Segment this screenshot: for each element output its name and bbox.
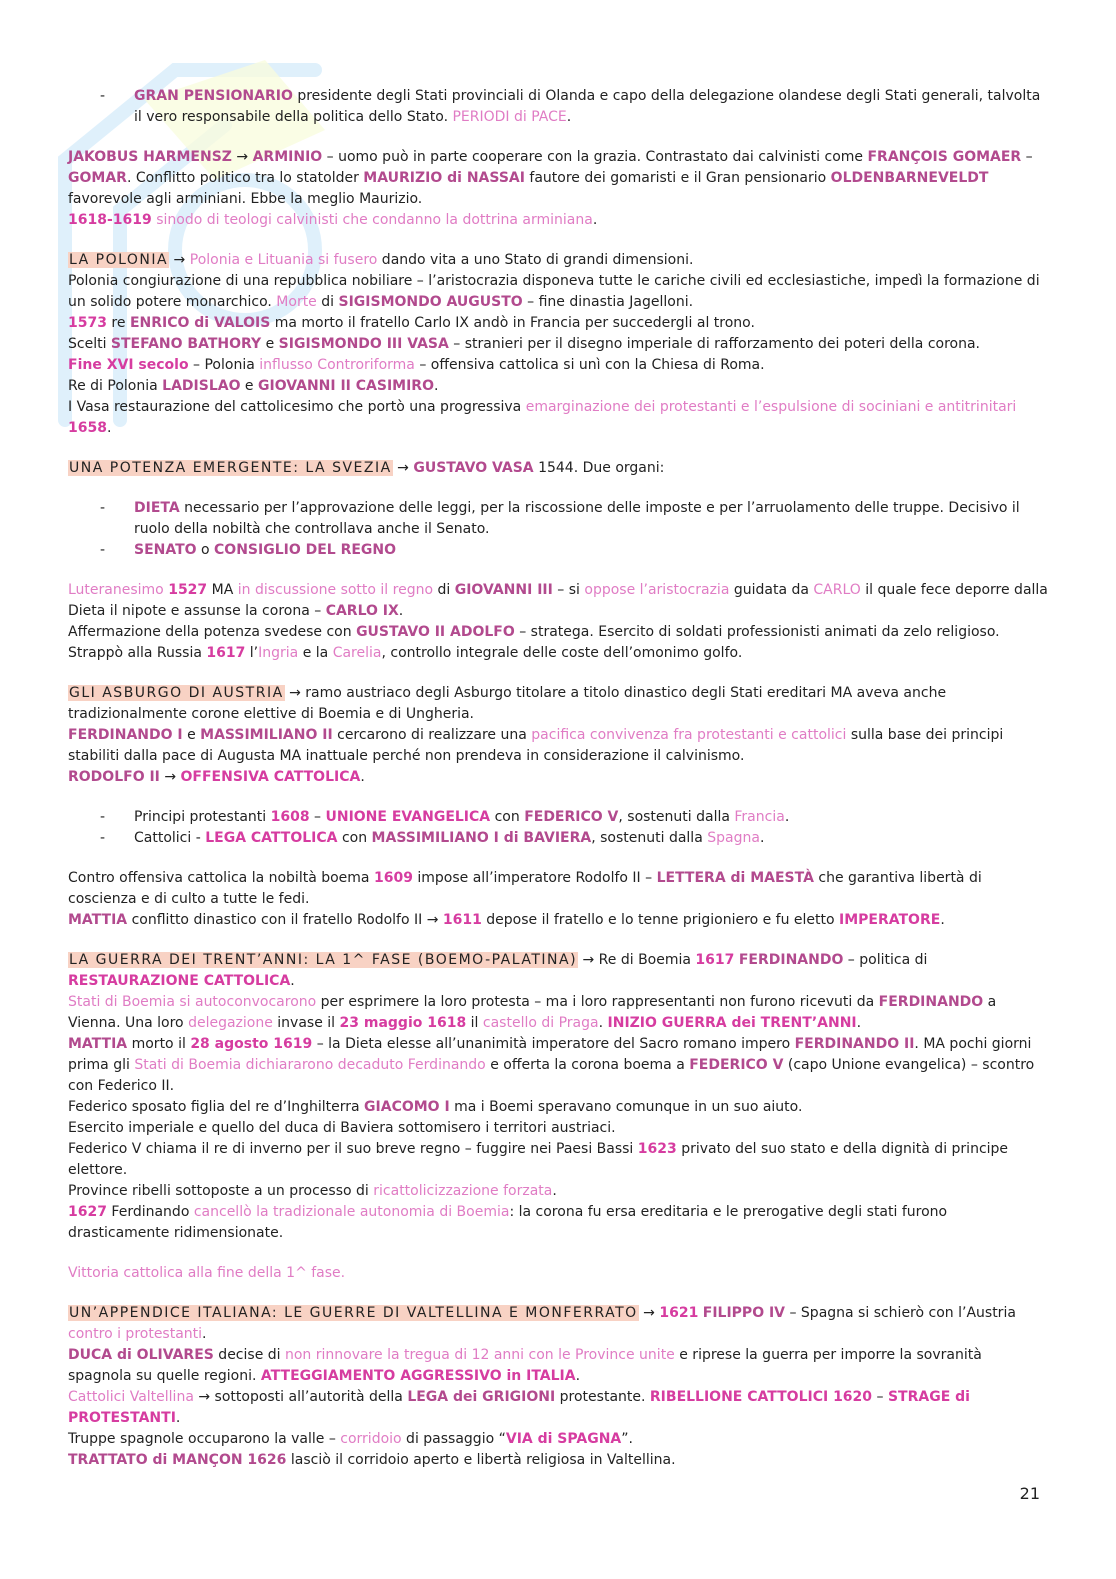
highlight-span: IMPERATORE — [839, 912, 941, 928]
paragraph-gap — [68, 788, 1048, 807]
paragraph-gap — [68, 664, 1048, 683]
text-span: – Polonia — [188, 357, 260, 373]
paragraph — [68, 580, 1048, 622]
text-span: Federico V chiama il re di inverno per il suo breve regno – fuggire nei Paesi Bassi — [68, 1141, 638, 1157]
list-item — [68, 828, 1048, 849]
highlight-span: GIOVANNI III — [454, 582, 553, 598]
text-span: di passaggio “ — [401, 1431, 506, 1447]
highlight-span: ATTEGGIAMENTO AGGRESSIVO in ITALIA — [260, 1368, 576, 1384]
paragraph — [68, 643, 1048, 664]
highlight-span: MATTIA — [68, 912, 128, 928]
text-span: cercarono di realizzare una — [332, 727, 532, 743]
text-span: dando vita a uno Stato di grandi dimensioni. — [377, 252, 694, 268]
text-span: – — [872, 1389, 888, 1405]
text-span: : la corona fu ersa ereditaria e le prerogative degli stati furono drasticamente ridimensionate. — [68, 1204, 948, 1241]
paragraph — [68, 376, 1048, 397]
text-span: Cattolici - — [134, 830, 206, 846]
paragraph — [68, 1139, 1048, 1181]
section-heading: GLI ASBURGO DI AUSTRIA — [69, 685, 284, 701]
list-dash: - — [100, 500, 106, 516]
text-span: conflitto dinastico con il fratello Rodolfo II → — [127, 912, 443, 928]
highlight-span: 1627 — [68, 1204, 107, 1220]
highlight-span: DUCA di OLIVARES — [68, 1347, 214, 1363]
text-span: – — [309, 809, 326, 825]
paragraph — [68, 683, 1048, 725]
highlight-span: OLDENBARNEVELDT — [830, 170, 989, 186]
highlight-span: Stati di Boemia si autoconvocarono — [68, 994, 317, 1010]
paragraph — [68, 950, 1048, 992]
highlight-span: LEGA CATTOLICA — [205, 830, 338, 846]
text-span: 1544. Due organi: — [533, 460, 665, 476]
text-span: depose il fratello e lo tenne prigioniero e fu eletto — [481, 912, 840, 928]
paragraph — [68, 1034, 1048, 1097]
page-number: 21 — [1019, 1484, 1040, 1503]
highlight-span: STEFANO BATHORY — [110, 336, 262, 352]
highlight-span: 1527 — [168, 582, 208, 598]
highlight-span: LEGA dei GRIGIONI — [407, 1389, 556, 1405]
highlight-span: castello di Praga — [482, 1015, 599, 1031]
highlight-span: FEDERICO V — [524, 809, 619, 825]
highlight-span: FRANÇOIS GOMAER — [867, 149, 1022, 165]
text-span: Re di Polonia — [68, 378, 163, 394]
paragraph — [68, 1263, 1048, 1284]
text-span: . MA pochi giorni prima gli — [68, 1036, 1032, 1073]
text-span: – stranieri per il disegno imperiale di rafforzamento dei poteri della corona. — [448, 336, 980, 352]
text-span: → — [638, 1305, 660, 1321]
highlight-span: Stati di Boemia dichiararono decaduto Ferdinando — [134, 1057, 486, 1073]
text-span: – offensiva cattolica si unì con la Chiesa di Roma. — [414, 357, 765, 373]
list-dash: - — [100, 809, 106, 825]
text-span: Principi protestanti — [134, 809, 271, 825]
highlight-span: in discussione sotto il regno — [237, 582, 434, 598]
highlight-span: Francia — [734, 809, 785, 825]
text-span: – uomo può in parte cooperare con la grazia. Contrastato dai calvinisti come — [322, 149, 868, 165]
paragraph-gap — [68, 1244, 1048, 1263]
text-span: protestante. — [555, 1389, 650, 1405]
text-span: ma morto il fratello Carlo IX andò in Francia per succedergli al trono. — [270, 315, 755, 331]
text-span: e la — [298, 645, 333, 661]
text-span: . — [598, 1015, 608, 1031]
paragraph — [68, 147, 1048, 210]
section-heading: UN’APPENDICE ITALIANA: LE GUERRE DI VALTELLINA E MONFERRATO — [69, 1305, 638, 1321]
text-span: impose all’imperatore Rodolfo II – — [412, 870, 657, 886]
highlight-span: FERDINANDO I — [68, 727, 183, 743]
text-span: → — [169, 252, 190, 268]
highlight-span: 1658 — [68, 420, 107, 436]
text-span: . — [784, 809, 790, 825]
text-span: → ramo austriaco degli Asburgo titolare a titolo dinastico degli Stati ereditari MA aveva anche tradizionalmente corone elettive di Boemia e di Ungheria. — [68, 685, 947, 722]
text-span: → sottoposti all’autorità della — [193, 1389, 408, 1405]
paragraph-gap — [68, 231, 1048, 250]
text-span: re — [106, 315, 130, 331]
text-span: o — [196, 542, 215, 558]
highlight-span: RIBELLIONE CATTOLICI 1620 — [649, 1389, 873, 1405]
text-span: . — [552, 1183, 557, 1199]
text-span: Strappò alla Russia — [68, 645, 207, 661]
highlight-span: GRAN PENSIONARIO — [134, 88, 293, 104]
section-heading: LA POLONIA — [69, 252, 169, 268]
text-span: ma i Boemi speravano comunque in un suo aiuto. — [449, 1099, 803, 1115]
text-span: e — [240, 378, 258, 394]
text-span: e offerta la corona boema a — [485, 1057, 690, 1073]
text-span: l’ — [245, 645, 259, 661]
paragraph-gap — [68, 931, 1048, 950]
highlight-span: ricattolicizzazione forzata — [373, 1183, 553, 1199]
text-span: . — [202, 1326, 207, 1342]
paragraph — [68, 355, 1048, 376]
list-dash: - — [100, 542, 106, 558]
text-span: → — [392, 460, 414, 476]
text-span: . — [398, 603, 404, 619]
highlight-span: influsso Controriforma — [259, 357, 415, 373]
text-span: di — [433, 582, 455, 598]
paragraph — [68, 1387, 1048, 1429]
text-span: → — [231, 149, 253, 165]
text-span: (capo Unione evangelica) – scontro con Federico II. — [68, 1057, 1035, 1094]
highlight-span: FERDINANDO — [738, 952, 844, 968]
highlight-span: corridoio — [340, 1431, 402, 1447]
text-span: MA — [207, 582, 238, 598]
highlight-span: JAKOBUS HARMENSZ — [68, 149, 232, 165]
text-span: . — [175, 1410, 181, 1426]
highlight-span: MATTIA — [68, 1036, 128, 1052]
highlight-span: non rinnovare la tregua di 12 anni con le Province unite — [284, 1347, 675, 1363]
text-span: e — [182, 727, 201, 743]
highlight-span: 1611 — [442, 912, 482, 928]
text-span: favorevole agli arminiani. Ebbe la meglio Maurizio. — [68, 191, 423, 207]
text-span: e riprese la guerra per imporre la sovranità spagnola su quelle regioni. — [68, 1347, 982, 1384]
text-span: . — [759, 830, 765, 846]
highlight-span: Cattolici Valtellina — [68, 1389, 194, 1405]
paragraph — [68, 1202, 1048, 1244]
highlight-span: 1617 — [695, 952, 735, 968]
text-span: I Vasa restaurazione del cattolicesimo che portò una progressiva — [68, 399, 526, 415]
text-span: ”. — [621, 1431, 633, 1447]
highlight-span: SIGISMONDO III VASA — [278, 336, 449, 352]
highlight-span: Fine XVI secolo — [68, 357, 189, 373]
highlight-span: FEDERICO V — [689, 1057, 784, 1073]
paragraph-gap — [68, 479, 1048, 498]
text-span: di — [316, 294, 339, 310]
highlight-span: UNIONE EVANGELICA — [325, 809, 491, 825]
paragraph-gap — [68, 849, 1048, 868]
highlight-span: GIACOMO I — [364, 1099, 450, 1115]
text-span: morto il — [127, 1036, 191, 1052]
text-span: Affermazione della potenza svedese con — [68, 624, 357, 640]
highlight-span: VIA di SPAGNA — [505, 1431, 622, 1447]
highlight-span: ENRICO di VALOIS — [129, 315, 271, 331]
highlight-span: CONSIGLIO DEL REGNO — [214, 542, 397, 558]
highlight-span: MASSIMILIANO I di BAVIERA — [371, 830, 592, 846]
highlight-span: MASSIMILIANO II — [200, 727, 333, 743]
highlight-span: STRAGE di PROTESTANTI — [68, 1389, 970, 1426]
paragraph — [68, 1345, 1048, 1387]
paragraph — [68, 458, 1048, 479]
highlight-span: LETTERA di MAESTÀ — [656, 870, 814, 886]
highlight-span: FERDINANDO II — [794, 1036, 915, 1052]
highlight-span: Vittoria cattolica alla fine della 1^ fase. — [68, 1265, 346, 1281]
text-span: il — [466, 1015, 483, 1031]
highlight-span: 1609 — [373, 870, 413, 886]
text-span: Ferdinando — [106, 1204, 194, 1220]
highlight-span: Luteranesimo — [68, 582, 164, 598]
paragraph-gap — [68, 561, 1048, 580]
highlight-span: PERIODI di PACE — [452, 109, 567, 125]
paragraph — [68, 1097, 1048, 1118]
text-span: . — [360, 769, 365, 785]
highlight-span: LADISLAO — [162, 378, 241, 394]
text-span: fautore dei gomaristi e il Gran pensionario — [524, 170, 831, 186]
text-span: lasciò il corridoio aperto e libertà religiosa in Valtellina. — [286, 1452, 676, 1468]
text-span: per esprimere la loro protesta – ma i loro rappresentanti non furono ricevuti da — [316, 994, 879, 1010]
text-span: , sostenuti dalla — [591, 830, 708, 846]
highlight-span: Carelia — [332, 645, 382, 661]
list-item — [68, 540, 1048, 561]
paragraph — [68, 992, 1048, 1034]
highlight-span: CARLO IX — [325, 603, 399, 619]
text-span: Federico sposato figlia del re d’Inghilterra — [68, 1099, 365, 1115]
text-span: necessario per l’approvazione delle leggi, per la riscossione delle imposte e per l’arruolamento delle truppe. Decisivo il ruolo della nobiltà che controllava anche il Senato. — [134, 500, 1020, 537]
document-body — [68, 86, 1048, 1471]
text-span: – stratega. Esercito di soldati professionisti animati da zelo religioso. — [514, 624, 1000, 640]
highlight-span: 1618-1619 — [68, 212, 152, 228]
paragraph — [68, 767, 1048, 788]
paragraph — [68, 250, 1048, 271]
highlight-span: DIETA — [134, 500, 180, 516]
paragraph — [68, 725, 1048, 767]
highlight-span: CARLO — [813, 582, 861, 598]
highlight-span: RESTAURAZIONE CATTOLICA — [68, 973, 291, 989]
text-span: . — [592, 212, 598, 228]
paragraph — [68, 910, 1048, 931]
highlight-span: 28 agosto 1619 — [190, 1036, 313, 1052]
highlight-span: delegazione — [188, 1015, 273, 1031]
list-dash: - — [100, 88, 106, 104]
highlight-span: TRATTATO di MANÇON 1626 — [68, 1452, 287, 1468]
highlight-span: ARMINIO — [252, 149, 323, 165]
highlight-span: 23 maggio 1618 — [339, 1015, 467, 1031]
text-span: – — [1021, 149, 1033, 165]
text-span: . — [106, 420, 112, 436]
highlight-span: Morte — [276, 294, 317, 310]
highlight-span: oppose l’aristocrazia — [584, 582, 730, 598]
highlight-span: INIZIO GUERRA dei TRENT’ANNI — [607, 1015, 857, 1031]
section-heading: UNA POTENZA EMERGENTE: LA SVEZIA — [69, 460, 392, 476]
highlight-span: Ingria — [258, 645, 299, 661]
text-span: presidente degli Stati provinciali di Olanda e capo della delegazione olandese degli Stati generali, talvolta il vero responsabile della politica dello Stato. — [134, 88, 1041, 125]
highlight-span: 1617 — [206, 645, 246, 661]
text-span: Scelti — [68, 336, 111, 352]
highlight-span: Polonia e Lituania si fusero — [189, 252, 378, 268]
highlight-span: GIOVANNI II CASIMIRO — [258, 378, 434, 394]
paragraph-gap — [68, 439, 1048, 458]
paragraph — [68, 334, 1048, 355]
paragraph — [68, 313, 1048, 334]
highlight-span: sinodo di teologi calvinisti che condanno la dottrina arminiana — [151, 212, 593, 228]
list-item — [68, 807, 1048, 828]
text-span: . — [940, 912, 945, 928]
highlight-span: OFFENSIVA CATTOLICA — [180, 769, 361, 785]
highlight-span: contro i protestanti — [68, 1326, 203, 1342]
highlight-span: emarginazione dei protestanti e l’espulsione di sociniani e antitrinitari — [525, 399, 1017, 415]
list-dash: - — [100, 830, 106, 846]
text-span: Province ribelli sottoposte a un processo di — [68, 1183, 374, 1199]
highlight-span: GOMAR — [68, 170, 127, 186]
section-heading: LA GUERRA DEI TRENT’ANNI: LA 1^ FASE (BOEMO-PALATINA) — [69, 952, 578, 968]
text-span: con — [490, 809, 525, 825]
paragraph — [68, 271, 1048, 313]
paragraph — [68, 1429, 1048, 1450]
text-span: – politica di — [843, 952, 928, 968]
highlight-span: FERDINANDO — [878, 994, 984, 1010]
highlight-span: GUSTAVO II ADOLFO — [356, 624, 515, 640]
text-span: sulla base dei principi stabiliti dalla pace di Augusta MA inattuale perché non prendeva in considerazione il calvinismo. — [68, 727, 1004, 764]
highlight-span: SIGISMONDO AUGUSTO — [338, 294, 523, 310]
text-span: . — [575, 1368, 581, 1384]
paragraph-gap — [68, 1284, 1048, 1303]
highlight-span: cancellò la tradizionale autonomia di Boemia — [193, 1204, 510, 1220]
paragraph — [68, 210, 1048, 231]
text-span: a Vienna. Una loro — [68, 994, 997, 1031]
text-span: con — [337, 830, 372, 846]
highlight-span: 1573 — [68, 315, 107, 331]
highlight-span: 1608 — [270, 809, 310, 825]
paragraph — [68, 397, 1048, 439]
text-span: . — [433, 378, 439, 394]
text-span: Polonia congiurazione di una repubblica nobiliare – l’aristocrazia disponeva tutte le cariche civili ed ecclesiastiche, impedì la formazione di un solido potere monarchico. — [68, 273, 1040, 310]
text-span: e — [261, 336, 279, 352]
text-span: decise di — [213, 1347, 285, 1363]
paragraph — [68, 622, 1048, 643]
paragraph-gap — [68, 128, 1048, 147]
text-span: – fine dinastia Jagelloni. — [522, 294, 694, 310]
text-span: . Conflitto politico tra lo statolder — [126, 170, 364, 186]
text-span: . — [566, 109, 572, 125]
highlight-span: MAURIZIO di NASSAI — [363, 170, 525, 186]
text-span: , sostenuti dalla — [618, 809, 735, 825]
text-span: Esercito imperiale e quello del duca di Baviera sottomisero i territori austriaci. — [68, 1120, 616, 1136]
list-item — [68, 86, 1048, 128]
highlight-span: 1623 — [637, 1141, 677, 1157]
paragraph — [68, 868, 1048, 910]
highlight-span: Spagna — [707, 830, 760, 846]
paragraph — [68, 1450, 1048, 1471]
text-span: – Spagna si schierò con l’Austria — [785, 1305, 1016, 1321]
highlight-span: SENATO — [134, 542, 197, 558]
paragraph — [68, 1181, 1048, 1202]
text-span: → — [159, 769, 181, 785]
highlight-span: GUSTAVO VASA — [413, 460, 534, 476]
text-span: Truppe spagnole occuparono la valle – — [68, 1431, 341, 1447]
text-span: . — [290, 973, 295, 989]
text-span: invase il — [272, 1015, 340, 1031]
paragraph — [68, 1303, 1048, 1345]
text-span: – si — [552, 582, 585, 598]
text-span: Contro offensiva cattolica la nobiltà boema — [68, 870, 374, 886]
text-span: privato del suo stato e della dignità di principe elettore. — [68, 1141, 1009, 1178]
highlight-span: 1621 — [659, 1305, 699, 1321]
text-span: , controllo integrale delle coste dell’omonimo golfo. — [381, 645, 743, 661]
text-span: che garantiva libertà di coscienza e di culto a tutte le fedi. — [68, 870, 982, 907]
text-span: → Re di Boemia — [578, 952, 696, 968]
highlight-span: pacifica convivenza fra protestanti e cattolici — [531, 727, 847, 743]
highlight-span: RODOLFO II — [68, 769, 160, 785]
text-span: – la Dieta elesse all’unanimità imperatore del Sacro romano impero — [312, 1036, 795, 1052]
text-span: il quale fece deporre dalla Dieta il nipote e assunse la corona – — [68, 582, 1048, 619]
highlight-span: FILIPPO IV — [702, 1305, 786, 1321]
paragraph — [68, 1118, 1048, 1139]
list-item — [68, 498, 1048, 540]
text-span: guidata da — [729, 582, 814, 598]
text-span: . — [856, 1015, 862, 1031]
